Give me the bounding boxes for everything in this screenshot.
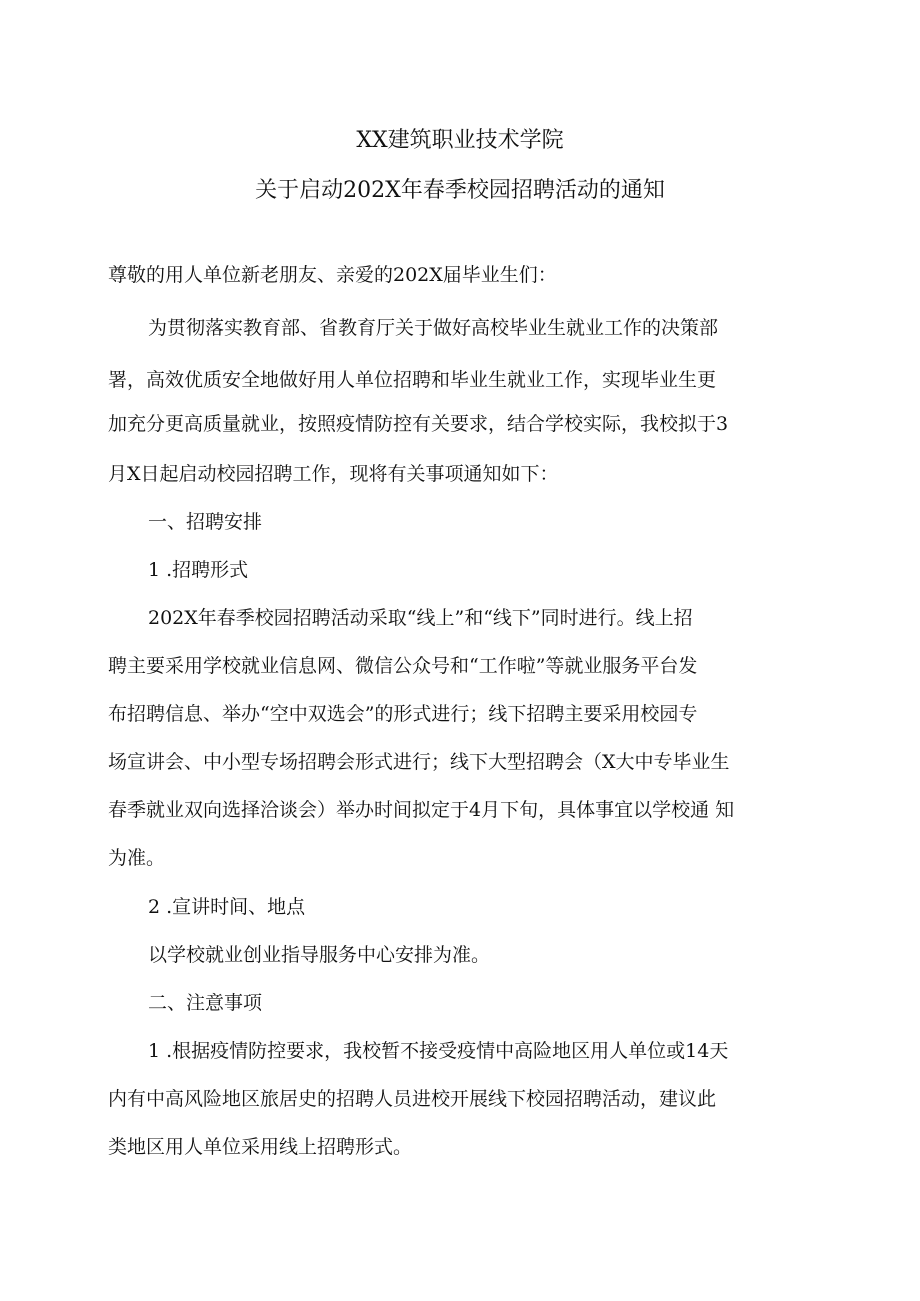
note-1-line-1: 1 .根据疫情防控要求，我校暂不接受疫情中高险地区用人单位或14天	[148, 1040, 729, 1062]
item-1-line-4: 场宣讲会、中小型专场招聘会形式进行；线下大型招聘会（X大中专毕业生	[108, 751, 730, 773]
intro-line-3: 加充分更高质量就业，按照疫情防控有关要求，结合学校实际，我校拟于3	[108, 413, 729, 435]
salutation: 尊敬的用人单位新老朋友、亲爱的202X届毕业生们：	[108, 264, 557, 286]
document-title-school: XX建筑职业技术学院	[356, 128, 564, 153]
intro-line-2: 署，高效优质安全地做好用人单位招聘和毕业生就业工作，实现毕业生更	[108, 369, 717, 391]
note-1-line-2: 内有中高风险地区旅居史的招聘人员进校开展线下校园招聘活动，建议此	[108, 1088, 717, 1110]
intro-line-4: 月X日起启动校园招聘工作，现将有关事项通知如下：	[108, 463, 559, 485]
section-1-heading: 一、招聘安排	[148, 511, 263, 533]
intro-line-1: 为贯彻落实教育部、省教育厅关于做好高校毕业生就业工作的决策部	[148, 317, 719, 339]
document-title-notice: 关于启动202X年春季校园招聘活动的通知	[255, 178, 665, 203]
item-1-line-6: 为准。	[108, 847, 166, 869]
item-1-line-5: 春季就业双向选择洽谈会）举办时间拟定于4月下旬，具体事宜以学校通 知	[108, 799, 735, 821]
item-2-heading: 2 .宣讲时间、地点	[148, 896, 306, 918]
section-2-heading: 二、注意事项	[148, 992, 263, 1014]
note-1-line-3: 类地区用人单位采用线上招聘形式。	[108, 1136, 413, 1158]
item-1-line-1: 202X年春季校园招聘活动采取“线上”和“线下”同时进行。线上招	[148, 607, 693, 629]
item-1-heading: 1 .招聘形式	[148, 559, 249, 581]
item-1-line-2: 聘主要采用学校就业信息网、微信公众号和“工作啦”等就业服务平台发	[108, 655, 698, 677]
item-1-line-3: 布招聘信息、举办“空中双选会”的形式进行；线下招聘主要采用校园专	[108, 703, 698, 725]
item-2-text: 以学校就业创业指导服务中心安排为准。	[148, 944, 491, 966]
